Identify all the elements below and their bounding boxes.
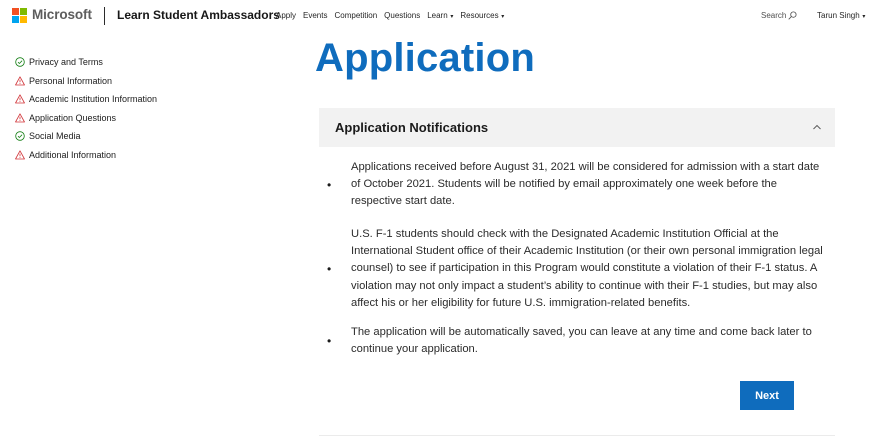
notice-item: U.S. F-1 students should check with the Designated Academic Institution Official at the International Student office of their Academic Institution (or their own personal immigration legal counsel) to see if participation in this Program would constitute a violation of their F-1 status. A violation may not only impact a student’s ability to continue with their F-1 studies, but may also affect his or her eligibility for future U.S. immigration-related benefits.: [351, 228, 823, 309]
top-nav: [276, 11, 504, 20]
search-button[interactable]: [761, 11, 797, 20]
panel-title: Application Notifications: [335, 120, 489, 135]
sidebar-item-application-questions[interactable]: [14, 109, 264, 128]
caret-down-icon: ▾: [499, 14, 505, 20]
chevron-up-icon: [811, 121, 823, 133]
notifications-accordion-header[interactable]: [319, 108, 835, 147]
notice-item: The application will be automatically saved, you can leave at any time and come back later to continue your application.: [351, 326, 812, 356]
sidebar-item-additional-information[interactable]: [14, 146, 264, 165]
search-icon: [788, 11, 797, 20]
sidebar-item-label: Additional Information: [29, 149, 117, 160]
sidebar-item-label: Application Questions: [29, 112, 117, 123]
bullet-icon: •: [327, 178, 332, 192]
application-steps-sidebar: [14, 53, 264, 164]
caret-down-icon: ▾: [448, 14, 454, 20]
nav-events[interactable]: Events: [303, 11, 328, 20]
user-menu[interactable]: [817, 11, 865, 20]
warning-icon: [14, 112, 25, 123]
sidebar-item-personal-information[interactable]: [14, 72, 264, 91]
section-divider: [319, 435, 835, 436]
check-circle-icon: [14, 131, 25, 142]
microsoft-logo-icon[interactable]: [12, 8, 27, 23]
warning-icon: [14, 149, 25, 160]
site-title[interactable]: Learn Student Ambassadors: [117, 8, 280, 22]
header-divider: [104, 7, 105, 25]
nav-questions[interactable]: Questions: [384, 11, 421, 20]
sidebar-item-privacy-and-terms[interactable]: [14, 53, 264, 72]
page-title: Application: [315, 36, 535, 80]
sidebar-item-label: Social Media: [29, 131, 81, 142]
top-header: [0, 0, 880, 34]
nav-competition[interactable]: Competition: [334, 11, 378, 20]
caret-down-icon: ▾: [860, 14, 866, 20]
bullet-icon: •: [327, 262, 332, 276]
sidebar-item-academic-institution-information[interactable]: [14, 90, 264, 109]
nav-apply[interactable]: Apply: [276, 11, 297, 20]
sidebar-item-label: Academic Institution Information: [29, 94, 158, 105]
sidebar-item-label: Personal Information: [29, 75, 113, 86]
notice-item: Applications received before August 31, 2021 will be considered for admission with a start date of October 2021. Students will be notified by email approximately one week before the respective start date.: [351, 161, 820, 208]
warning-icon: [14, 94, 25, 105]
next-button[interactable]: Next: [740, 381, 794, 410]
nav-learn-dropdown[interactable]: Learn ▾: [427, 11, 454, 20]
sidebar-item-social-media[interactable]: [14, 127, 264, 146]
search-label: Search: [761, 11, 787, 20]
nav-resources-dropdown[interactable]: Resources ▾: [460, 11, 505, 20]
sidebar-item-label: Privacy and Terms: [29, 57, 103, 68]
bullet-icon: •: [327, 334, 332, 348]
user-name: Tarun Singh: [817, 11, 860, 20]
brand-name[interactable]: Microsoft: [32, 7, 92, 22]
warning-icon: [14, 75, 25, 86]
check-circle-icon: [14, 57, 25, 68]
